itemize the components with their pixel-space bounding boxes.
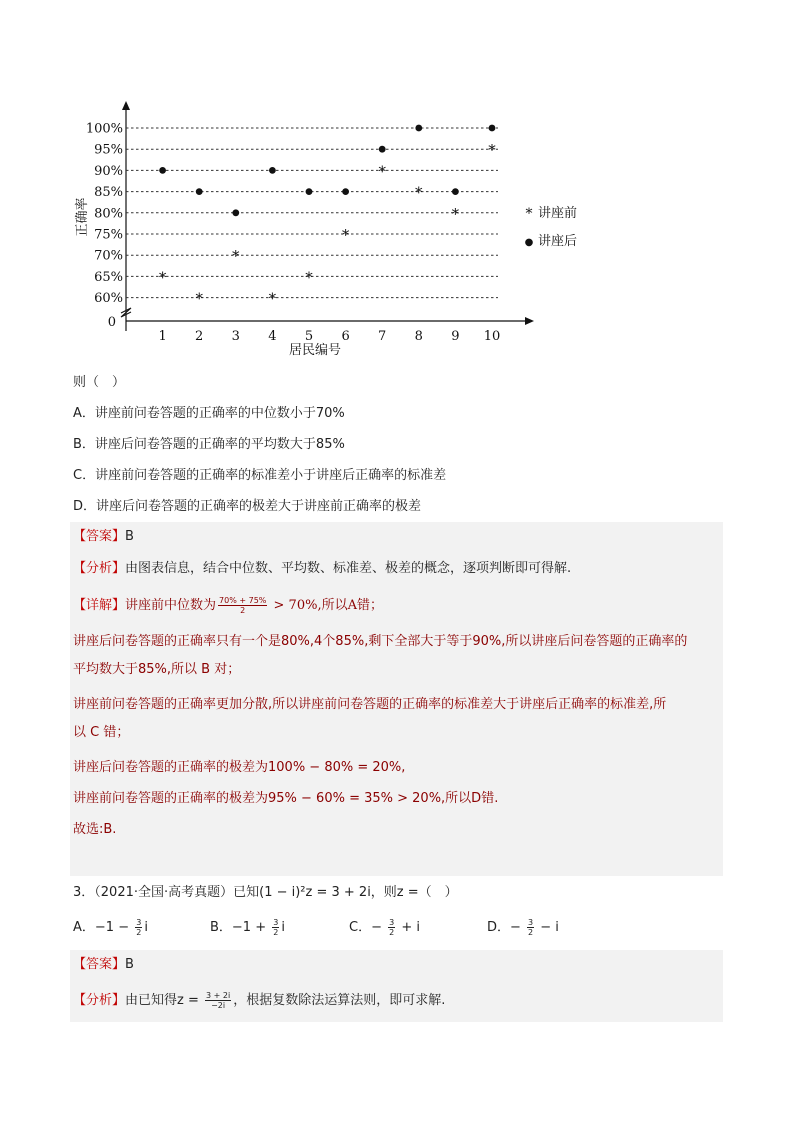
x-tick-label: 1 xyxy=(158,329,167,344)
point-before: * xyxy=(305,268,313,287)
x-tick-label: 9 xyxy=(451,329,460,344)
y-tick-label: 80% xyxy=(94,206,123,222)
answer-value: B xyxy=(125,529,134,544)
point-before: * xyxy=(268,289,277,308)
point-after xyxy=(452,188,459,195)
q3-option-d: D．− $\frac{3}{2}$ − i xyxy=(487,918,559,937)
option-c: C．讲座前问卷答题的正确率的标准差小于讲座后正确率的标准差 xyxy=(73,468,447,483)
x-axis-label: 居民编号 xyxy=(288,343,342,358)
option-b: B．讲座后问卷答题的正确率的平均数大于85% xyxy=(73,437,345,452)
x-tick-label: 10 xyxy=(483,329,501,344)
point-after xyxy=(489,125,496,132)
detail-row xyxy=(73,596,383,616)
scatter-chart xyxy=(60,95,600,365)
detail-line-5: 讲座后问卷答题的正确率的极差为100% − 80% = 20%, xyxy=(73,760,406,775)
q3-option-c: C．− $\frac{3}{2}$ + i xyxy=(349,918,420,937)
detail-line-2: 平均数大于85%,所以 B 对； xyxy=(73,662,241,677)
point-before: * xyxy=(195,289,203,308)
x-axis-arrow xyxy=(525,317,534,325)
x-tick-label: 7 xyxy=(378,329,387,344)
y-tick-label: 65% xyxy=(94,269,123,285)
point-after xyxy=(159,167,166,174)
point-after xyxy=(306,188,313,195)
question-3-stem: 3．（2021·全国·高考真题）已知(1 − i)²z = 3 + 2i，则z =（ ） xyxy=(73,885,458,900)
detail-lead: 讲座前中位数为 xyxy=(125,598,217,613)
legend xyxy=(525,205,577,249)
chart-axes xyxy=(121,101,534,331)
point-after xyxy=(232,209,239,216)
q3-analysis-lead: 由已知得z = xyxy=(125,993,203,1008)
analysis-tag: 【分析】 xyxy=(73,561,126,576)
q3-answer-tag: 【答案】 xyxy=(73,957,126,972)
y-tick-label: 95% xyxy=(94,142,123,158)
answer-tag: 【答案】 xyxy=(73,529,126,544)
point-before: * xyxy=(451,204,460,223)
x-tick-label: 8 xyxy=(414,329,423,344)
point-before: * xyxy=(341,226,350,244)
point-after xyxy=(379,146,386,153)
fraction-numerator: 70% + 75% xyxy=(219,596,267,605)
question-3-options xyxy=(73,918,723,942)
q3-answer-value: B xyxy=(125,957,134,972)
detail-line-6: 讲座前问卷答题的正确率的极差为95% − 60% = 35% > 20%,所以D错. xyxy=(73,791,499,806)
q3-fraction: $\frac{3 + 2i}{-2i}$ xyxy=(206,991,231,1010)
detail-tag: 【详解】 xyxy=(73,598,126,613)
fraction-denominator: 2 xyxy=(240,606,246,615)
y-tick-label: 90% xyxy=(94,163,123,179)
option-a: A．讲座前问卷答题的正确率的中位数小于70% xyxy=(73,406,345,421)
q3-answer-row xyxy=(73,955,134,975)
detail-line-1: 讲座后问卷答题的正确率只有一个是80%,4个85%,剩下全部大于等于90%,所以讲座后问卷答题的正确率的 xyxy=(73,634,688,649)
x-tick-label: 3 xyxy=(231,329,240,344)
q3-analysis-row xyxy=(73,991,445,1011)
legend-symbol-before: * xyxy=(525,206,533,222)
question-stem: 则（ ） xyxy=(73,375,126,390)
y-tick-label: 85% xyxy=(94,185,123,201)
detail-tail: > 70%,所以A错； xyxy=(269,598,383,613)
point-before: * xyxy=(158,268,167,287)
legend-label-before: 讲座前 xyxy=(538,206,578,221)
point-after xyxy=(342,188,349,195)
point-after xyxy=(269,167,276,174)
x-tick-label: 5 xyxy=(304,329,314,344)
x-tick-label: 4 xyxy=(268,329,277,344)
point-before: * xyxy=(232,247,240,266)
analysis-row xyxy=(73,559,571,579)
detail-line-3: 讲座前问卷答题的正确率更加分散,所以讲座前问卷答题的正确率的标准差大于讲座后正确率的标准差,所 xyxy=(73,697,667,712)
q3-analysis-tail: ，根据复数除法运算法则，即可求解. xyxy=(233,993,446,1008)
legend-symbol-after: ● xyxy=(524,237,534,248)
y-tick-label: 70% xyxy=(94,248,123,264)
y-tick-label: 0 xyxy=(107,315,116,330)
point-after xyxy=(196,188,203,195)
q3-option-a: A．−1 − $\frac{3}{2}$ i xyxy=(73,918,148,937)
y-tick-label: 100% xyxy=(85,121,123,137)
q3-answer-panel xyxy=(70,950,723,1022)
q3-option-b: B．−1 + $\frac{3}{2}$ i xyxy=(210,918,285,937)
x-tick-label: 6 xyxy=(341,329,350,344)
answer-panel xyxy=(70,522,723,876)
y-axis-arrow xyxy=(122,101,130,110)
analysis-text: 由图表信息，结合中位数、平均数、标准差、极差的概念，逐项判断即可得解. xyxy=(125,561,572,576)
y-axis-label: 正确率 xyxy=(75,197,90,237)
point-before: * xyxy=(415,183,423,202)
legend-label-after: 讲座后 xyxy=(538,234,578,249)
point-before: * xyxy=(378,162,386,181)
x-tick-label: 2 xyxy=(195,329,204,344)
point-before: * xyxy=(488,141,496,160)
y-tick-label: 75% xyxy=(94,227,123,243)
y-tick-label: 60% xyxy=(94,291,123,307)
option-d: D．讲座后问卷答题的正确率的极差大于讲座前正确率的极差 xyxy=(73,499,422,514)
detail-line-7: 故选:B. xyxy=(73,822,117,837)
detail-line-4: 以 C 错； xyxy=(73,725,130,740)
answer-row xyxy=(73,527,134,547)
q3-analysis-tag: 【分析】 xyxy=(73,993,126,1008)
point-after xyxy=(415,125,422,132)
median-fraction xyxy=(218,596,267,615)
